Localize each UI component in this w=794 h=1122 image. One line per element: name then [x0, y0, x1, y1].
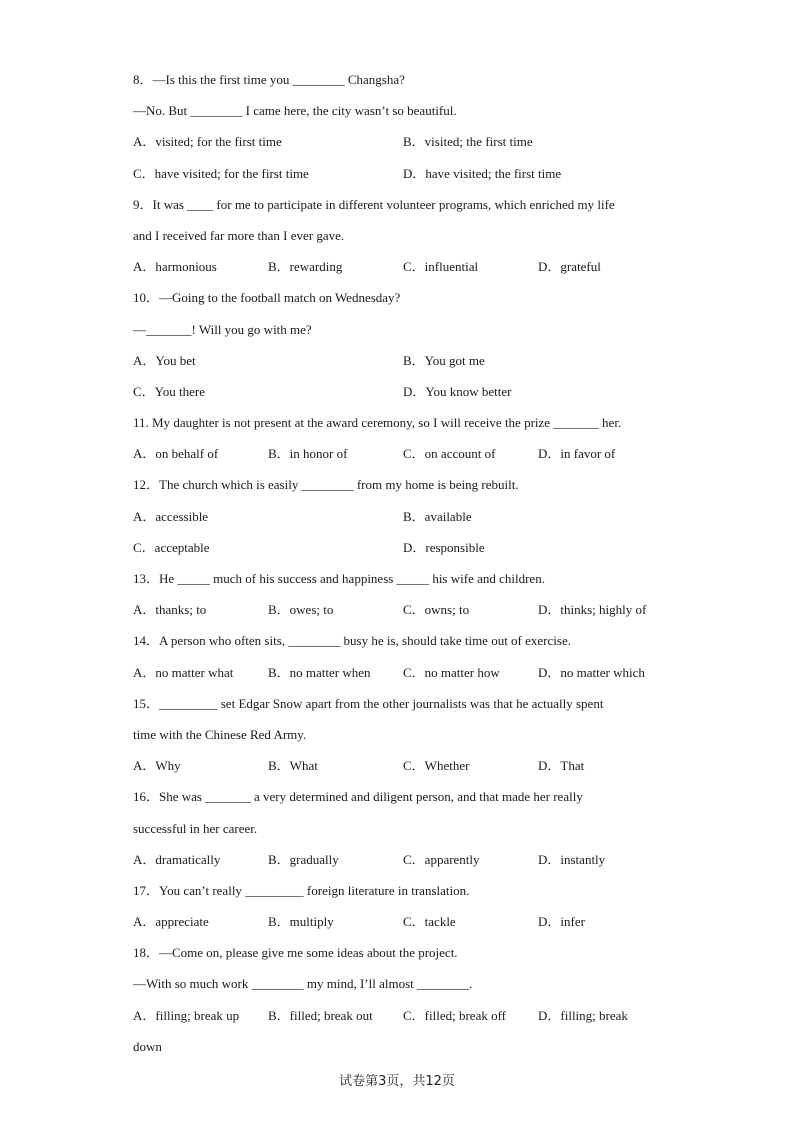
answer-option: C．have visited; for the first time [133, 165, 309, 181]
question-stem: 14．A person who often sits, ________ busy he is, should take time out of exercise. [133, 633, 571, 649]
question-block [133, 937, 673, 1062]
answer-option: D．have visited; the first time [403, 165, 562, 181]
answer-option: B．multiply [268, 914, 334, 930]
answer-option: D．That [538, 758, 585, 774]
answer-option: C．apparently [403, 851, 480, 867]
answer-option: C．tackle [403, 914, 456, 930]
options-row [133, 345, 673, 376]
answer-option: B．no matter when [268, 664, 371, 680]
answer-option: A．accessible [133, 508, 209, 524]
question-stem-continued: and I received far more than I ever gave. [133, 227, 345, 243]
answer-option: D．grateful [538, 259, 601, 275]
answer-option: D．in favor of [538, 446, 616, 462]
options-row [133, 1000, 673, 1031]
question-stem: 8．—Is this the first time you ________ Changsha? [133, 72, 405, 87]
answer-option: B．rewarding [268, 259, 343, 275]
options-row [133, 657, 673, 688]
answer-option: C．filled; break off [403, 1007, 507, 1023]
question-block [133, 625, 673, 687]
options-row [133, 594, 673, 625]
answer-option: B．owes; to [268, 602, 334, 618]
question-stem-continued: —No. But ________ I came here, the city wasn’t so beautiful. [133, 103, 457, 119]
answer-option: C．owns; to [403, 602, 470, 618]
question-stem: 13．He _____ much of his success and happiness _____ his wife and children. [133, 571, 545, 586]
answer-option: D．responsible [403, 539, 485, 555]
answer-option: C．influential [403, 259, 479, 275]
exam-page [133, 64, 673, 1062]
question-block [133, 688, 673, 782]
question-stem: 12．The church which is easily ________ from my home is being rebuilt. [133, 477, 519, 493]
answer-option: A．on behalf of [133, 446, 219, 462]
question-block [133, 189, 673, 283]
answer-option: B．available [403, 508, 472, 524]
answer-option: B．filled; break out [268, 1007, 373, 1023]
question-stem: 17．You can’t really _________ foreign literature in translation. [133, 882, 470, 898]
answer-option: D．instantly [538, 851, 606, 867]
answer-option: A．no matter what [133, 664, 234, 680]
answer-option: A．harmonious [133, 259, 217, 275]
question-stem-continued: time with the Chinese Red Army. [133, 726, 307, 742]
question-stem-continued: successful in her career. [133, 820, 258, 836]
answer-option: A．Why [133, 758, 181, 774]
question-stem: 9．It was ____ for me to participate in different volunteer programs, which enriched my life [133, 196, 615, 212]
question-block [133, 875, 673, 937]
answer-option: A．You bet [133, 352, 196, 368]
answer-option: D．no matter which [538, 664, 645, 680]
answer-option: C．no matter how [403, 664, 500, 680]
question-stem-continued: —With so much work ________ my mind, I’ll almost ________. [133, 976, 473, 992]
answer-option: A．appreciate [133, 914, 209, 930]
page-footer: 试卷第3页，共12页 [339, 1074, 455, 1089]
answer-option: A．thanks; to [133, 602, 207, 618]
question-block [133, 407, 673, 469]
answer-option: C．You there [133, 383, 205, 399]
question-block [133, 282, 673, 407]
question-stem-continued: —_______! Will you go with me? [133, 321, 312, 337]
answer-option: D．infer [538, 914, 585, 930]
question-stem: 15．_________ set Edgar Snow apart from the other journalists was that he actually spent [133, 695, 604, 711]
answer-option: D．thinks; highly of [538, 602, 647, 618]
option-continued: down [133, 1038, 162, 1054]
options-row [133, 532, 673, 563]
options-row [133, 158, 673, 189]
answer-option: D．filling; break [538, 1007, 628, 1023]
question-block [133, 781, 673, 875]
options-row [133, 844, 673, 875]
question-stem: 10．—Going to the football match on Wednesday? [133, 290, 401, 306]
answer-option: D．You know better [403, 383, 512, 399]
answer-option: A．filling; break up [133, 1007, 240, 1023]
options-row [133, 750, 673, 781]
answer-option: B．visited; the first time [403, 134, 533, 150]
options-row [133, 376, 673, 407]
options-row [133, 126, 673, 157]
answer-option: B．What [268, 758, 318, 774]
answer-option: A．dramatically [133, 851, 221, 867]
options-row [133, 438, 673, 469]
options-row [133, 251, 673, 282]
question-stem: 16．She was _______ a very determined and diligent person, and that made her really [133, 789, 583, 805]
answer-option: B．You got me [403, 352, 485, 368]
options-row [133, 501, 673, 532]
answer-option: B．gradually [268, 851, 339, 867]
question-stem: 11. My daughter is not present at the award ceremony, so I will receive the prize _______ her. [133, 415, 622, 431]
answer-option: C．acceptable [133, 539, 210, 555]
answer-option: A．visited; for the first time [133, 134, 282, 150]
question-block [133, 469, 673, 563]
question-block [133, 64, 673, 189]
answer-option: C．on account of [403, 446, 496, 462]
options-row [133, 906, 673, 937]
question-stem: 18．—Come on, please give me some ideas about the project. [133, 945, 458, 961]
answer-option: B．in honor of [268, 446, 348, 462]
answer-option: C．Whether [403, 758, 470, 774]
question-block [133, 563, 673, 625]
